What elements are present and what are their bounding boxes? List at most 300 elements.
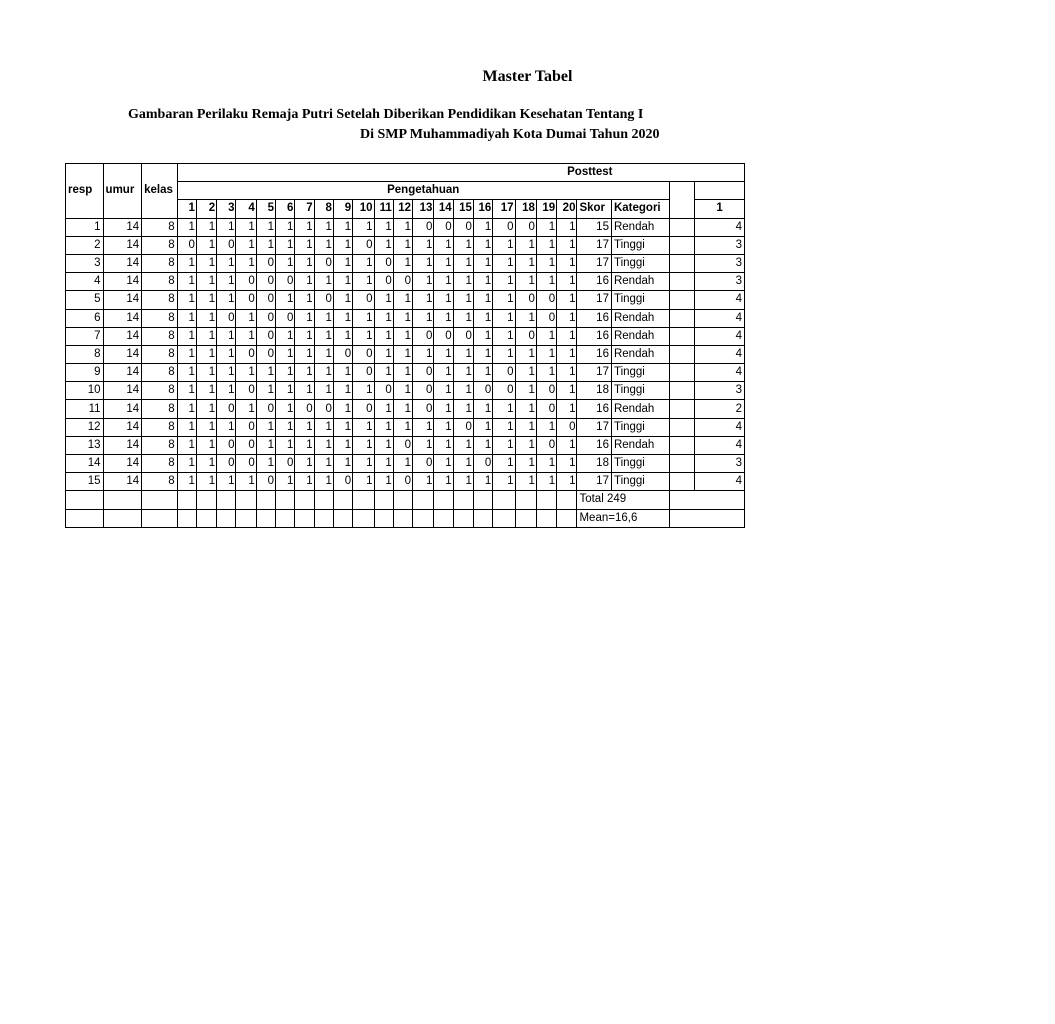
header-item-11: 11	[374, 200, 393, 218]
summary-total: Total 249	[577, 491, 669, 509]
cell-item: 1	[393, 418, 412, 436]
cell-item: 1	[295, 273, 314, 291]
cell-item: 0	[434, 218, 453, 236]
cell-item: 1	[333, 236, 352, 254]
cell-empty	[669, 473, 694, 491]
table-row	[66, 254, 745, 272]
cell-item: 1	[453, 455, 473, 473]
cell-item: 0	[276, 309, 295, 327]
cell-item: 1	[453, 273, 473, 291]
cell-item: 1	[236, 473, 256, 491]
table-row	[66, 455, 745, 473]
cell-item: 1	[276, 218, 295, 236]
cell-kategori: Rendah	[611, 218, 669, 236]
header-cell-empty	[142, 164, 178, 182]
cell-next: 4	[695, 364, 745, 382]
cell-item: 0	[353, 400, 374, 418]
cell-item: 1	[217, 382, 236, 400]
cell-item: 1	[177, 364, 196, 382]
cell-item: 0	[256, 309, 275, 327]
cell-umur: 14	[103, 309, 142, 327]
cell-umur: 14	[103, 364, 142, 382]
header-cell-empty	[66, 200, 104, 218]
cell-item: 1	[473, 254, 492, 272]
table-row	[66, 345, 745, 363]
cell-item: 1	[393, 291, 412, 309]
cell-item: 1	[453, 254, 473, 272]
cell-skor: 16	[577, 400, 612, 418]
cell-umur: 14	[103, 236, 142, 254]
master-table-wrapper	[65, 163, 742, 528]
cell-item: 1	[196, 436, 216, 454]
summary-cell-empty	[473, 509, 492, 527]
summary-cell-empty	[453, 491, 473, 509]
cell-skor: 17	[577, 473, 612, 491]
cell-item: 1	[196, 400, 216, 418]
cell-item: 0	[453, 418, 473, 436]
cell-item: 1	[177, 291, 196, 309]
cell-item: 1	[493, 254, 515, 272]
cell-skor: 15	[577, 218, 612, 236]
summary-cell-empty	[353, 509, 374, 527]
cell-empty	[669, 418, 694, 436]
cell-item: 1	[434, 236, 453, 254]
cell-item: 1	[196, 291, 216, 309]
cell-item: 1	[333, 327, 352, 345]
cell-item: 1	[515, 455, 536, 473]
cell-next: 3	[695, 236, 745, 254]
summary-cell-empty	[353, 491, 374, 509]
summary-cell-empty	[374, 509, 393, 527]
summary-cell-empty	[314, 491, 333, 509]
cell-empty	[669, 327, 694, 345]
page-title: Master Tabel	[482, 68, 573, 85]
header-item-4: 4	[236, 200, 256, 218]
cell-item: 1	[434, 436, 453, 454]
cell-item: 1	[557, 218, 577, 236]
cell-item: 0	[413, 327, 434, 345]
cell-item: 1	[276, 364, 295, 382]
header-item-3: 3	[217, 200, 236, 218]
cell-item: 1	[236, 254, 256, 272]
cell-item: 1	[374, 436, 393, 454]
cell-kelas: 8	[142, 273, 178, 291]
cell-item: 1	[295, 218, 314, 236]
cell-item: 1	[314, 455, 333, 473]
cell-kelas: 8	[142, 418, 178, 436]
table-row	[66, 473, 745, 491]
cell-next: 4	[695, 436, 745, 454]
cell-umur: 14	[103, 345, 142, 363]
header-cell-empty	[103, 200, 142, 218]
cell-resp: 11	[66, 400, 104, 418]
cell-skor: 16	[577, 436, 612, 454]
cell-item: 1	[276, 291, 295, 309]
cell-item: 1	[196, 382, 216, 400]
cell-item: 1	[314, 364, 333, 382]
table-row	[66, 364, 745, 382]
table-row	[66, 309, 745, 327]
cell-item: 1	[434, 254, 453, 272]
cell-item: 0	[413, 382, 434, 400]
cell-item: 1	[314, 473, 333, 491]
cell-item: 1	[393, 345, 412, 363]
cell-item: 1	[453, 436, 473, 454]
cell-item: 1	[557, 473, 577, 491]
cell-umur: 14	[103, 455, 142, 473]
cell-item: 1	[473, 345, 492, 363]
cell-item: 1	[295, 327, 314, 345]
cell-item: 1	[177, 455, 196, 473]
cell-item: 1	[353, 418, 374, 436]
cell-umur: 14	[103, 273, 142, 291]
table-row	[66, 418, 745, 436]
cell-item: 1	[256, 236, 275, 254]
cell-item: 1	[434, 473, 453, 491]
cell-kategori: Tinggi	[611, 364, 669, 382]
cell-item: 1	[295, 436, 314, 454]
summary-cell-empty	[295, 509, 314, 527]
cell-item: 0	[453, 218, 473, 236]
summary-cell-empty	[669, 491, 744, 509]
summary-cell-empty	[393, 491, 412, 509]
cell-next: 3	[695, 382, 745, 400]
cell-item: 1	[493, 273, 515, 291]
cell-item: 1	[413, 345, 434, 363]
cell-umur: 14	[103, 382, 142, 400]
cell-item: 1	[314, 418, 333, 436]
cell-item: 1	[353, 309, 374, 327]
header-item-6: 6	[276, 200, 295, 218]
cell-item: 0	[314, 291, 333, 309]
cell-kategori: Rendah	[611, 327, 669, 345]
summary-cell-empty	[276, 491, 295, 509]
cell-kategori: Rendah	[611, 273, 669, 291]
cell-item: 1	[196, 473, 216, 491]
cell-skor: 17	[577, 254, 612, 272]
cell-item: 0	[515, 218, 536, 236]
header-item-7: 7	[295, 200, 314, 218]
cell-item: 1	[217, 327, 236, 345]
cell-next: 4	[695, 473, 745, 491]
cell-item: 1	[177, 218, 196, 236]
cell-item: 1	[434, 345, 453, 363]
cell-next: 4	[695, 327, 745, 345]
cell-item: 1	[434, 455, 453, 473]
cell-item: 1	[333, 455, 352, 473]
cell-item: 1	[295, 291, 314, 309]
cell-resp: 5	[66, 291, 104, 309]
cell-umur: 14	[103, 473, 142, 491]
cell-item: 1	[295, 418, 314, 436]
cell-item: 1	[333, 218, 352, 236]
cell-next: 3	[695, 254, 745, 272]
cell-item: 1	[217, 364, 236, 382]
cell-item: 1	[557, 273, 577, 291]
cell-item: 1	[177, 382, 196, 400]
cell-item: 0	[353, 291, 374, 309]
header-row-posttest	[66, 164, 745, 182]
cell-item: 1	[196, 327, 216, 345]
header-umur: umur	[103, 182, 142, 200]
cell-item: 0	[493, 364, 515, 382]
cell-item: 1	[177, 273, 196, 291]
cell-item: 1	[217, 218, 236, 236]
summary-cell-empty	[256, 509, 275, 527]
cell-resp: 4	[66, 273, 104, 291]
cell-item: 1	[515, 273, 536, 291]
cell-item: 1	[393, 309, 412, 327]
cell-item: 1	[536, 364, 556, 382]
cell-item: 1	[333, 291, 352, 309]
cell-item: 1	[393, 327, 412, 345]
cell-empty	[669, 218, 694, 236]
cell-item: 1	[374, 364, 393, 382]
cell-resp: 12	[66, 418, 104, 436]
cell-skor: 17	[577, 418, 612, 436]
cell-item: 1	[217, 254, 236, 272]
cell-item: 0	[434, 327, 453, 345]
cell-item: 0	[236, 273, 256, 291]
cell-item: 0	[473, 455, 492, 473]
cell-item: 1	[536, 218, 556, 236]
cell-skor: 18	[577, 382, 612, 400]
cell-item: 1	[453, 309, 473, 327]
cell-item: 1	[256, 364, 275, 382]
cell-item: 1	[515, 236, 536, 254]
cell-skor: 18	[577, 455, 612, 473]
summary-cell-empty	[536, 491, 556, 509]
cell-item: 0	[333, 345, 352, 363]
summary-cell-empty	[374, 491, 393, 509]
cell-item: 0	[256, 273, 275, 291]
cell-item: 1	[295, 254, 314, 272]
cell-item: 0	[374, 382, 393, 400]
summary-cell-empty	[333, 491, 352, 509]
cell-empty	[669, 382, 694, 400]
header-item-1: 1	[177, 200, 196, 218]
cell-kelas: 8	[142, 254, 178, 272]
cell-item: 1	[536, 236, 556, 254]
header-kategori: Kategori	[611, 200, 669, 218]
header-next-col: 1	[695, 200, 745, 218]
cell-kategori: Rendah	[611, 400, 669, 418]
cell-resp: 9	[66, 364, 104, 382]
summary-cell-empty	[66, 509, 104, 527]
cell-item: 1	[236, 218, 256, 236]
cell-item: 0	[256, 400, 275, 418]
cell-item: 1	[295, 382, 314, 400]
cell-kelas: 8	[142, 364, 178, 382]
cell-resp: 2	[66, 236, 104, 254]
cell-item: 0	[536, 309, 556, 327]
cell-item: 0	[413, 218, 434, 236]
summary-cell-empty	[413, 509, 434, 527]
cell-item: 0	[536, 382, 556, 400]
cell-item: 1	[217, 418, 236, 436]
cell-item: 1	[196, 418, 216, 436]
cell-item: 1	[314, 236, 333, 254]
cell-item: 1	[314, 327, 333, 345]
cell-item: 0	[314, 400, 333, 418]
cell-item: 1	[256, 418, 275, 436]
summary-row	[66, 491, 745, 509]
cell-item: 0	[515, 291, 536, 309]
summary-cell-empty	[66, 491, 104, 509]
cell-item: 1	[276, 418, 295, 436]
cell-item: 1	[413, 436, 434, 454]
cell-item: 1	[536, 273, 556, 291]
cell-umur: 14	[103, 400, 142, 418]
cell-kelas: 8	[142, 236, 178, 254]
cell-item: 1	[515, 382, 536, 400]
cell-item: 1	[196, 254, 216, 272]
summary-cell-empty	[557, 491, 577, 509]
cell-item: 0	[413, 364, 434, 382]
cell-item: 1	[374, 473, 393, 491]
cell-item: 1	[515, 309, 536, 327]
cell-item: 1	[314, 436, 333, 454]
cell-item: 1	[557, 309, 577, 327]
cell-item: 1	[217, 273, 236, 291]
cell-item: 0	[374, 254, 393, 272]
header-kelas: kelas	[142, 182, 178, 200]
cell-item: 1	[393, 382, 412, 400]
cell-item: 1	[515, 254, 536, 272]
cell-item: 1	[374, 418, 393, 436]
table-row	[66, 273, 745, 291]
cell-item: 1	[276, 473, 295, 491]
cell-item: 1	[236, 309, 256, 327]
cell-item: 1	[473, 327, 492, 345]
header-item-9: 9	[333, 200, 352, 218]
cell-item: 0	[217, 236, 236, 254]
cell-item: 1	[177, 418, 196, 436]
cell-resp: 14	[66, 455, 104, 473]
table-row	[66, 218, 745, 236]
cell-item: 1	[333, 400, 352, 418]
cell-umur: 14	[103, 254, 142, 272]
cell-item: 1	[393, 400, 412, 418]
summary-cell-empty	[393, 509, 412, 527]
cell-item: 0	[236, 418, 256, 436]
header-item-13: 13	[413, 200, 434, 218]
cell-item: 1	[434, 382, 453, 400]
cell-item: 1	[333, 418, 352, 436]
summary-cell-empty	[557, 509, 577, 527]
cell-item: 1	[515, 400, 536, 418]
cell-empty	[669, 291, 694, 309]
cell-item: 1	[413, 273, 434, 291]
summary-cell-empty	[256, 491, 275, 509]
cell-item: 1	[536, 455, 556, 473]
cell-item: 0	[256, 291, 275, 309]
cell-item: 1	[473, 309, 492, 327]
summary-cell-empty	[103, 491, 142, 509]
cell-kelas: 8	[142, 473, 178, 491]
cell-empty	[669, 436, 694, 454]
summary-cell-empty	[103, 509, 142, 527]
cell-item: 0	[217, 309, 236, 327]
cell-item: 0	[493, 218, 515, 236]
cell-item: 0	[353, 236, 374, 254]
cell-item: 1	[393, 218, 412, 236]
cell-kelas: 8	[142, 455, 178, 473]
header-item-19: 19	[536, 200, 556, 218]
cell-item: 1	[434, 364, 453, 382]
summary-cell-empty	[413, 491, 434, 509]
table-row	[66, 236, 745, 254]
cell-item: 1	[393, 236, 412, 254]
cell-item: 1	[493, 473, 515, 491]
cell-item: 1	[393, 455, 412, 473]
cell-item: 0	[217, 455, 236, 473]
cell-umur: 14	[103, 436, 142, 454]
cell-item: 1	[276, 382, 295, 400]
cell-item: 0	[413, 400, 434, 418]
cell-next: 3	[695, 455, 745, 473]
header-cell-empty	[142, 200, 178, 218]
cell-item: 1	[276, 345, 295, 363]
summary-cell-empty	[217, 509, 236, 527]
cell-item: 1	[515, 345, 536, 363]
header-item-20: 20	[557, 200, 577, 218]
cell-item: 0	[333, 473, 352, 491]
cell-item: 1	[196, 345, 216, 363]
cell-next: 2	[695, 400, 745, 418]
cell-item: 1	[177, 327, 196, 345]
cell-item: 0	[236, 455, 256, 473]
cell-umur: 14	[103, 418, 142, 436]
header-cell-empty	[669, 200, 694, 218]
cell-item: 1	[473, 418, 492, 436]
cell-item: 1	[353, 473, 374, 491]
cell-kelas: 8	[142, 309, 178, 327]
cell-item: 0	[217, 436, 236, 454]
cell-item: 1	[413, 291, 434, 309]
cell-item: 1	[557, 364, 577, 382]
cell-item: 1	[276, 327, 295, 345]
cell-empty	[669, 309, 694, 327]
cell-item: 1	[295, 473, 314, 491]
cell-item: 1	[177, 345, 196, 363]
cell-kelas: 8	[142, 400, 178, 418]
cell-resp: 13	[66, 436, 104, 454]
summary-cell-empty	[142, 509, 178, 527]
cell-umur: 14	[103, 291, 142, 309]
summary-cell-empty	[536, 509, 556, 527]
cell-kelas: 8	[142, 345, 178, 363]
header-item-15: 15	[453, 200, 473, 218]
cell-item: 1	[353, 218, 374, 236]
cell-resp: 7	[66, 327, 104, 345]
cell-item: 1	[256, 382, 275, 400]
cell-item: 1	[374, 218, 393, 236]
summary-cell-empty	[236, 491, 256, 509]
header-pengetahuan: Pengetahuan	[177, 182, 669, 200]
summary-cell-empty	[515, 509, 536, 527]
header-item-18: 18	[515, 200, 536, 218]
summary-cell-empty	[177, 509, 196, 527]
cell-skor: 16	[577, 345, 612, 363]
cell-item: 1	[256, 455, 275, 473]
cell-item: 0	[276, 273, 295, 291]
cell-item: 1	[236, 236, 256, 254]
cell-item: 1	[295, 345, 314, 363]
cell-item: 1	[333, 436, 352, 454]
cell-kelas: 8	[142, 291, 178, 309]
cell-item: 1	[515, 473, 536, 491]
